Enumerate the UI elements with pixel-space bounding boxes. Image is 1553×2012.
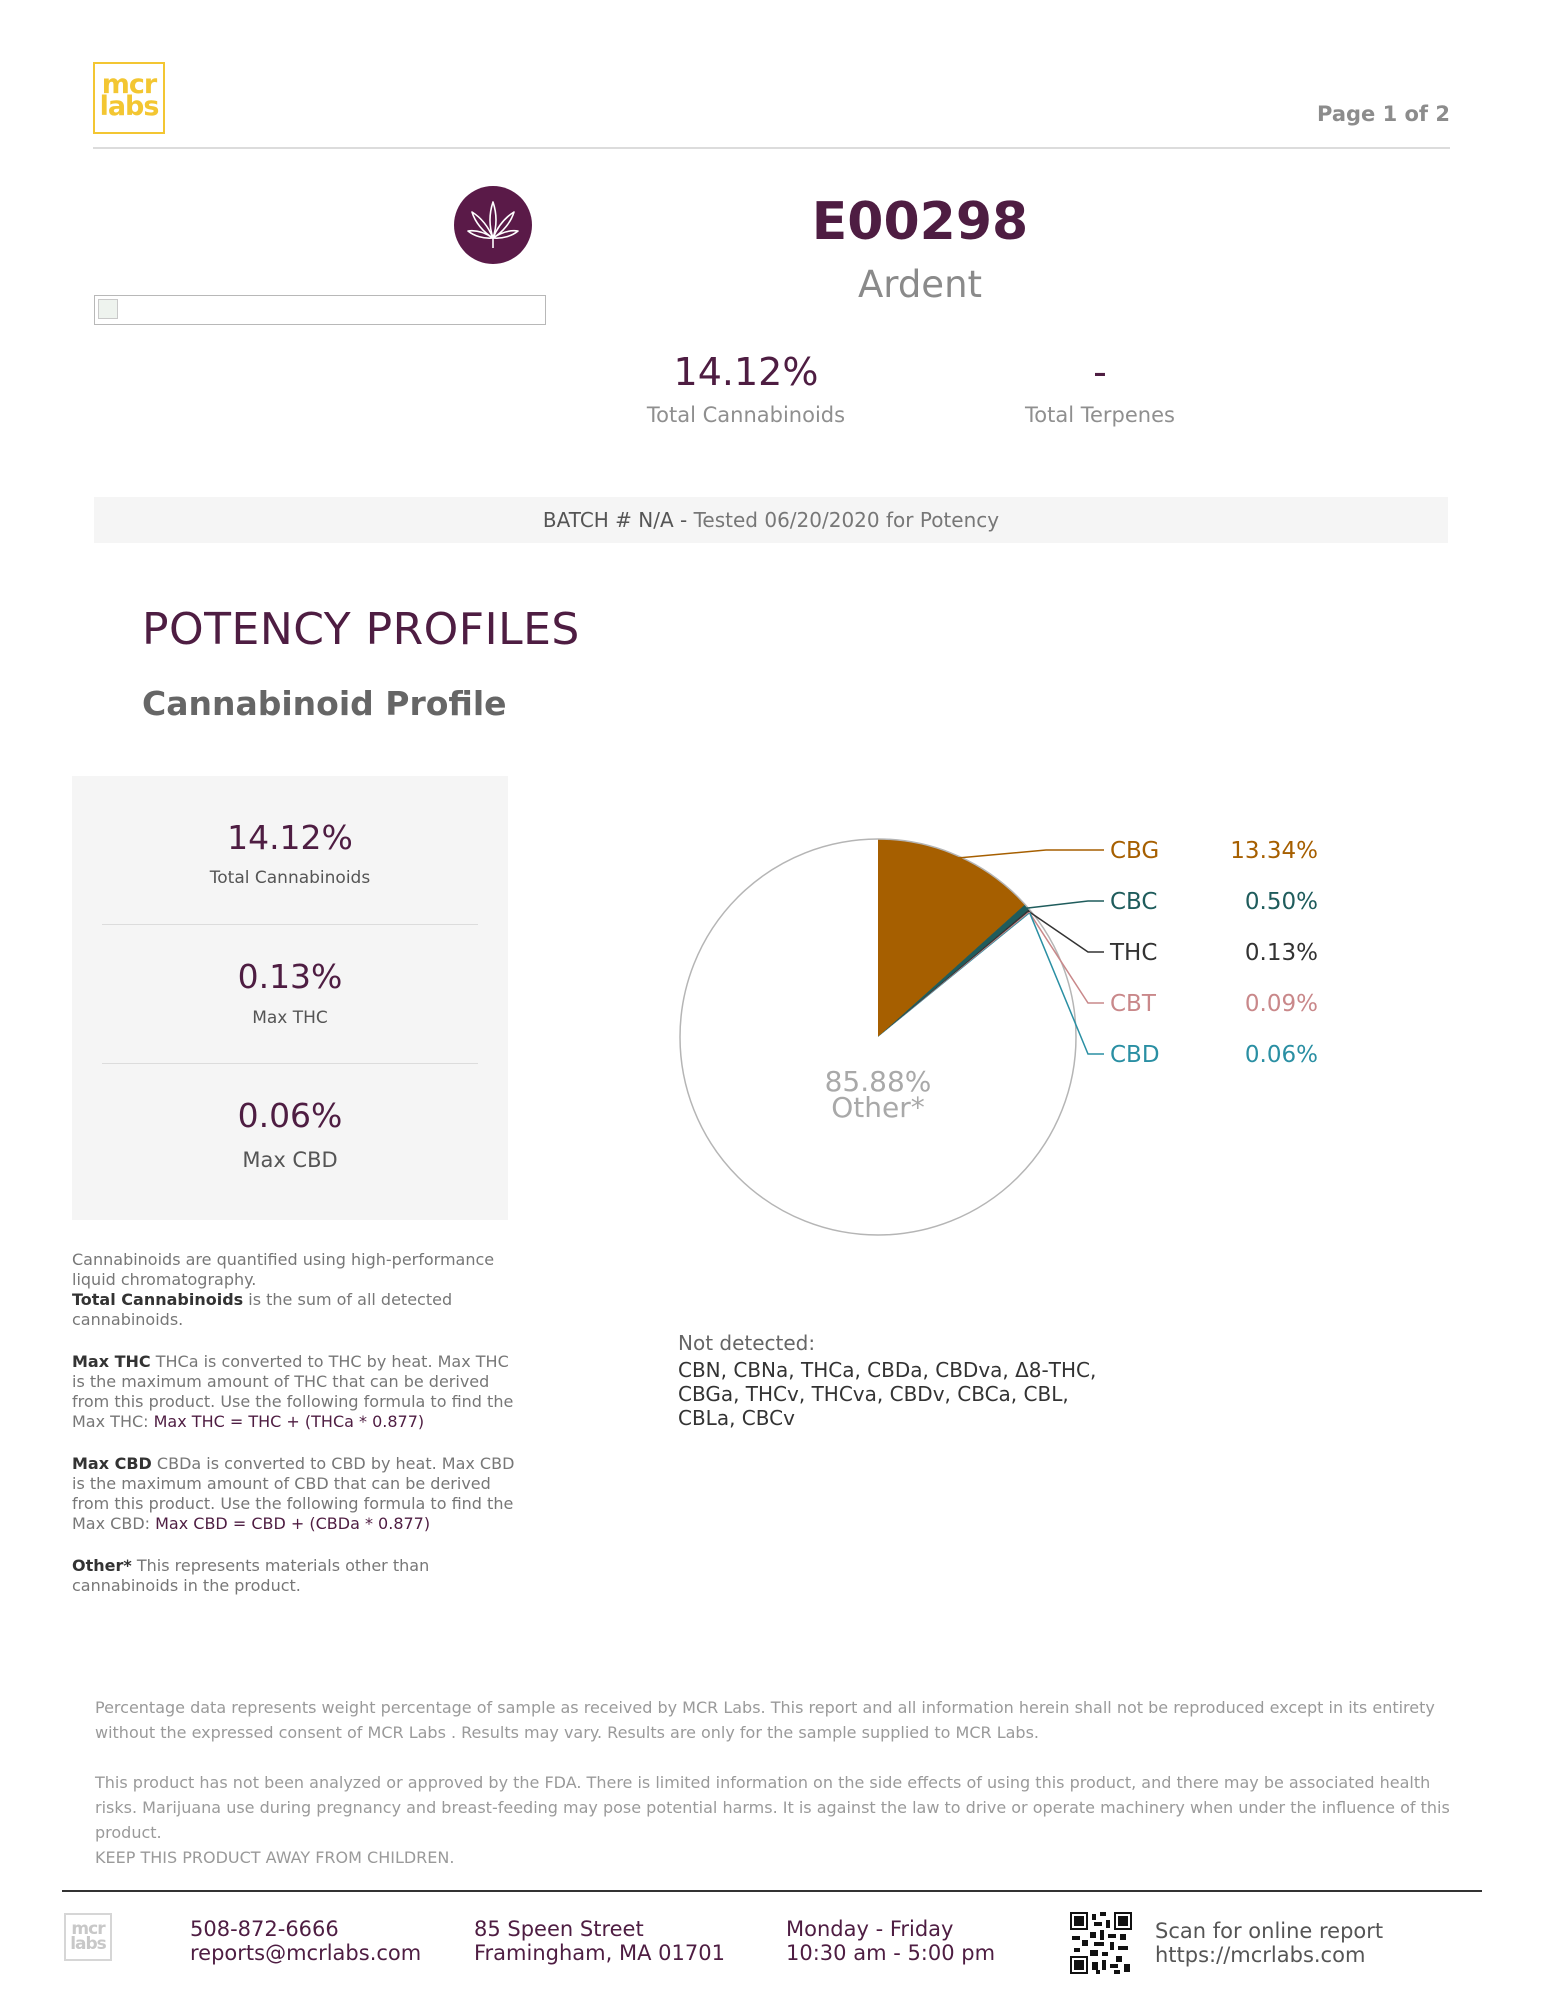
- cannabis-leaf-icon: [454, 186, 532, 264]
- max-thc-definition: THCa is converted to THC by heat. Max THC is the maximum amount of THC that can be derived from this product. Use the following formula to find the Max THC:: [72, 1352, 514, 1431]
- stat-value: 14.12%: [227, 818, 353, 857]
- max-thc-term: Max THC: [72, 1352, 151, 1371]
- footer-phone[interactable]: 508-872-6666: [190, 1917, 339, 1941]
- footer-url[interactable]: https://mcrlabs.com: [1155, 1943, 1366, 1967]
- footer-time: 10:30 am - 5:00 pm: [786, 1941, 996, 1965]
- legend-label: CBC: [1110, 889, 1158, 915]
- disclaimer-children: KEEP THIS PRODUCT AWAY FROM CHILDREN.: [95, 1848, 455, 1867]
- leader-line: [958, 850, 1104, 858]
- legend-value: 0.06%: [1244, 1042, 1318, 1068]
- section-subtitle: Cannabinoid Profile: [142, 684, 507, 723]
- max-cbd-definition: CBDa is converted to CBD by heat. Max CBD is the maximum amount of CBD that can be derived from this product. Use the following formula to find the Max CBD:: [72, 1454, 515, 1533]
- section-title: POTENCY PROFILES: [142, 604, 580, 655]
- max-cbd-formula: Max CBD = CBD + (CBDa * 0.877): [155, 1514, 431, 1533]
- footer-divider: [62, 1890, 1482, 1892]
- legend-label: CBD: [1110, 1042, 1160, 1068]
- footer-city: Framingham, MA 01701: [474, 1941, 725, 1965]
- footer-email[interactable]: reports@mcrlabs.com: [190, 1941, 422, 1965]
- header-divider: [93, 147, 1450, 149]
- total-terpenes-value: -: [1093, 350, 1107, 394]
- not-detected-list: CBN, CBNa, THCa, CBDa, CBDva, Δ8-THC, CBGa, THCv, THCva, CBDv, CBCa, CBL, CBLa, CBCv: [678, 1358, 1097, 1430]
- tested-date: Tested 06/20/2020 for Potency: [693, 508, 1000, 532]
- footer-online-report: [1155, 1919, 1383, 1967]
- stat-value: 0.06%: [237, 1096, 343, 1135]
- total-terpenes-label: Total Terpenes: [1025, 403, 1175, 427]
- footer-hours: [786, 1917, 995, 1965]
- footer-street: 85 Speen Street: [474, 1917, 644, 1941]
- stat-label: Max CBD: [242, 1148, 338, 1172]
- footer-contact: [190, 1917, 421, 1965]
- stat-divider: [102, 924, 478, 925]
- total-cannabinoids-label: Total Cannabinoids: [646, 403, 846, 427]
- sample-name: Ardent: [857, 263, 983, 306]
- disclaimer-percentage: Percentage data represents weight percentage of sample as received by MCR Labs. This report and all information herein shall not be reproduced except in its entirety without the expressed consent of MCR Labs . Results may vary. Results are only for the sample supplied to MCR Labs.: [95, 1698, 1435, 1742]
- total-cannabinoids-value: 14.12%: [673, 350, 819, 394]
- not-detected-title: Not detected:: [678, 1331, 816, 1355]
- legend-label: CBG: [1110, 838, 1160, 864]
- mcr-labs-logo: mcr labs: [93, 62, 165, 134]
- legend-label: CBT: [1110, 991, 1156, 1017]
- stat-divider: [102, 1063, 478, 1064]
- stat-label: Max THC: [252, 1008, 328, 1028]
- qr-code-icon[interactable]: [1070, 1912, 1132, 1974]
- page-indicator: Page 1 of 2: [1317, 102, 1450, 126]
- other-value-label: 85.88%: [824, 1065, 932, 1098]
- max-thc-formula: Max THC = THC + (THCa * 0.877): [153, 1412, 425, 1431]
- other-definition: This represents materials other than cannabinoids in the product.: [72, 1556, 430, 1595]
- sample-id: E00298: [811, 192, 1029, 252]
- cannabinoid-pie-chart: [650, 800, 1450, 1260]
- footer-days: Monday - Friday: [786, 1917, 954, 1941]
- disclaimer-fda: This product has not been analyzed or approved by the FDA. There is limited information on the side effects of using this product, and there may be associated health risks. Marijuana use during pregnancy and breast-feeding may pose potential harms. It is against the law to drive or operate machinery when under the influence of this product.: [95, 1773, 1450, 1842]
- legend-value: 0.09%: [1244, 991, 1318, 1017]
- method-notes: [72, 1250, 517, 1618]
- legend-value: 0.50%: [1244, 889, 1318, 915]
- stat-label: Total Cannabinoids: [209, 868, 371, 888]
- total-cannabinoids-term: Total Cannabinoids: [72, 1290, 244, 1309]
- broken-image-placeholder: [94, 295, 546, 325]
- batch-bar: [94, 497, 1448, 543]
- footer-address: [474, 1917, 725, 1965]
- other-term: Other*: [72, 1556, 132, 1575]
- cannabinoid-stats-panel: [72, 776, 508, 1220]
- batch-number: BATCH # N/A -: [542, 508, 688, 532]
- legend-label: THC: [1110, 940, 1158, 966]
- footer-logo: mcr labs: [64, 1913, 112, 1961]
- legend-value: 13.34%: [1230, 838, 1318, 864]
- footer-scan-text: Scan for online report: [1155, 1919, 1384, 1943]
- other-name-label: Other*: [831, 1091, 925, 1124]
- max-cbd-term: Max CBD: [72, 1454, 152, 1473]
- stat-value: 0.13%: [237, 957, 343, 996]
- total-cannabinoids-definition: is the sum of all detected cannabinoids.: [72, 1290, 453, 1329]
- method-text: Cannabinoids are quantified using high-performance liquid chromatography.: [72, 1250, 495, 1289]
- leader-line: [1026, 901, 1104, 908]
- legend-value: 0.13%: [1244, 940, 1318, 966]
